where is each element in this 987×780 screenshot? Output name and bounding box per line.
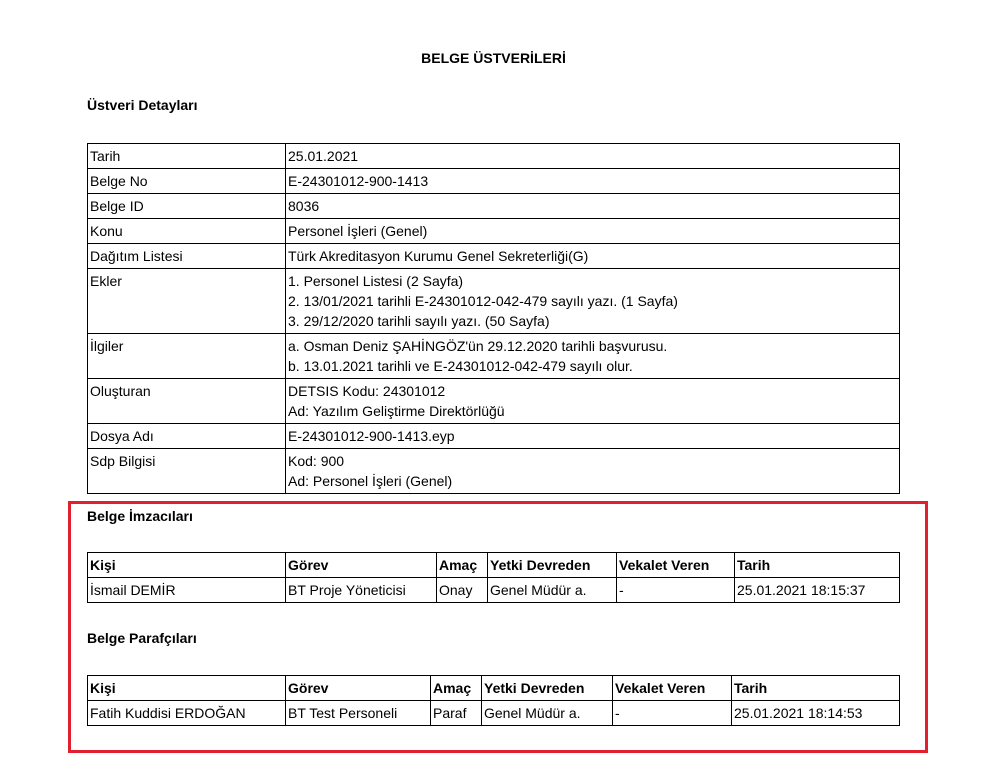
metadata-table (87, 143, 900, 494)
paraf-role: BT Test Personeli (286, 701, 431, 726)
header-cell: Vekalet Veren (617, 553, 735, 578)
signer-delegator: Genel Müdür a. (488, 578, 617, 603)
signer-role: BT Proje Yöneticisi (286, 578, 437, 603)
header-cell: Yetki Devreden (482, 676, 613, 701)
paraf-name: Fatih Kuddisi ERDOĞAN (88, 701, 286, 726)
metadata-value-line: Ad: Personel İşleri (Genel) (288, 473, 453, 489)
metadata-value-line: Personel İşleri (Genel) (288, 223, 428, 239)
metadata-value (286, 269, 900, 334)
table-row (88, 219, 900, 244)
metadata-key: Dağıtım Listesi (88, 244, 286, 269)
metadata-value (286, 144, 900, 169)
metadata-value-line: 8036 (288, 198, 320, 214)
parafs-section-title: Belge Parafçıları (87, 630, 197, 646)
header-cell: Amaç (431, 676, 482, 701)
paraf-purpose: Paraf (431, 701, 482, 726)
header-cell: Görev (286, 676, 431, 701)
metadata-key: Belge ID (88, 194, 286, 219)
metadata-value-line: E-24301012-900-1413.eyp (288, 428, 455, 444)
table-row (88, 701, 900, 726)
table-row (88, 424, 900, 449)
table-row (88, 194, 900, 219)
header-cell: Amaç (437, 553, 488, 578)
metadata-value-line: Ad: Yazılım Geliştirme Direktörlüğü (288, 403, 505, 419)
metadata-value-line: 3. 29/12/2020 tarihli sayılı yazı. (50 Sayfa) (288, 313, 550, 329)
metadata-value-line: 25.01.2021 (288, 148, 359, 164)
metadata-value (286, 334, 900, 379)
metadata-value-line: b. 13.01.2021 tarihli ve E-24301012-042-479 sayılı olur. (288, 358, 633, 374)
signer-name: İsmail DEMİR (88, 578, 286, 603)
metadata-key: Tarih (88, 144, 286, 169)
metadata-value-line: Türk Akreditasyon Kurumu Genel Sekreterliği(G) (288, 248, 589, 264)
signers-header-row (88, 553, 900, 578)
metadata-key: Dosya Adı (88, 424, 286, 449)
metadata-value-line: 1. Personel Listesi (2 Sayfa) (288, 273, 464, 289)
parafs-table (87, 675, 900, 726)
document-title: BELGE ÜSTVERİLERİ (421, 50, 566, 66)
metadata-key: Konu (88, 219, 286, 244)
metadata-value (286, 244, 900, 269)
metadata-key: Sdp Bilgisi (88, 449, 286, 494)
header-cell: Vekalet Veren (613, 676, 732, 701)
metadata-key: Belge No (88, 169, 286, 194)
metadata-value-line: a. Osman Deniz ŞAHİNGÖZ'ün 29.12.2020 tarihli başvurusu. (288, 338, 668, 354)
paraf-delegator: Genel Müdür a. (482, 701, 613, 726)
metadata-key: İlgiler (88, 334, 286, 379)
metadata-value (286, 219, 900, 244)
header-cell: Yetki Devreden (488, 553, 617, 578)
metadata-value-line: DETSIS Kodu: 24301012 (288, 383, 446, 399)
table-row (88, 144, 900, 169)
table-row (88, 379, 900, 424)
header-cell: Kişi (88, 676, 286, 701)
table-row (88, 578, 900, 603)
metadata-key: Ekler (88, 269, 286, 334)
metadata-value (286, 194, 900, 219)
signer-purpose: Onay (437, 578, 488, 603)
table-row (88, 169, 900, 194)
table-row (88, 334, 900, 379)
table-row (88, 449, 900, 494)
header-cell: Tarih (735, 553, 900, 578)
metadata-value (286, 169, 900, 194)
signers-section-title: Belge İmzacıları (87, 508, 193, 524)
metadata-value (286, 449, 900, 494)
metadata-value (286, 424, 900, 449)
metadata-value (286, 379, 900, 424)
signers-table (87, 552, 900, 603)
metadata-key: Oluşturan (88, 379, 286, 424)
metadata-value-line: 2. 13/01/2021 tarihli E-24301012-042-479 sayılı yazı. (1 Sayfa) (288, 293, 678, 309)
table-row (88, 269, 900, 334)
signer-date: 25.01.2021 18:15:37 (735, 578, 900, 603)
table-row (88, 244, 900, 269)
metadata-section-title: Üstveri Detayları (87, 97, 198, 113)
header-cell: Tarih (732, 676, 900, 701)
paraf-proxy: - (613, 701, 732, 726)
parafs-header-row (88, 676, 900, 701)
header-cell: Kişi (88, 553, 286, 578)
paraf-date: 25.01.2021 18:14:53 (732, 701, 900, 726)
metadata-value-line: E-24301012-900-1413 (288, 173, 429, 189)
signer-proxy: - (617, 578, 735, 603)
metadata-value-line: Kod: 900 (288, 453, 345, 469)
header-cell: Görev (286, 553, 437, 578)
